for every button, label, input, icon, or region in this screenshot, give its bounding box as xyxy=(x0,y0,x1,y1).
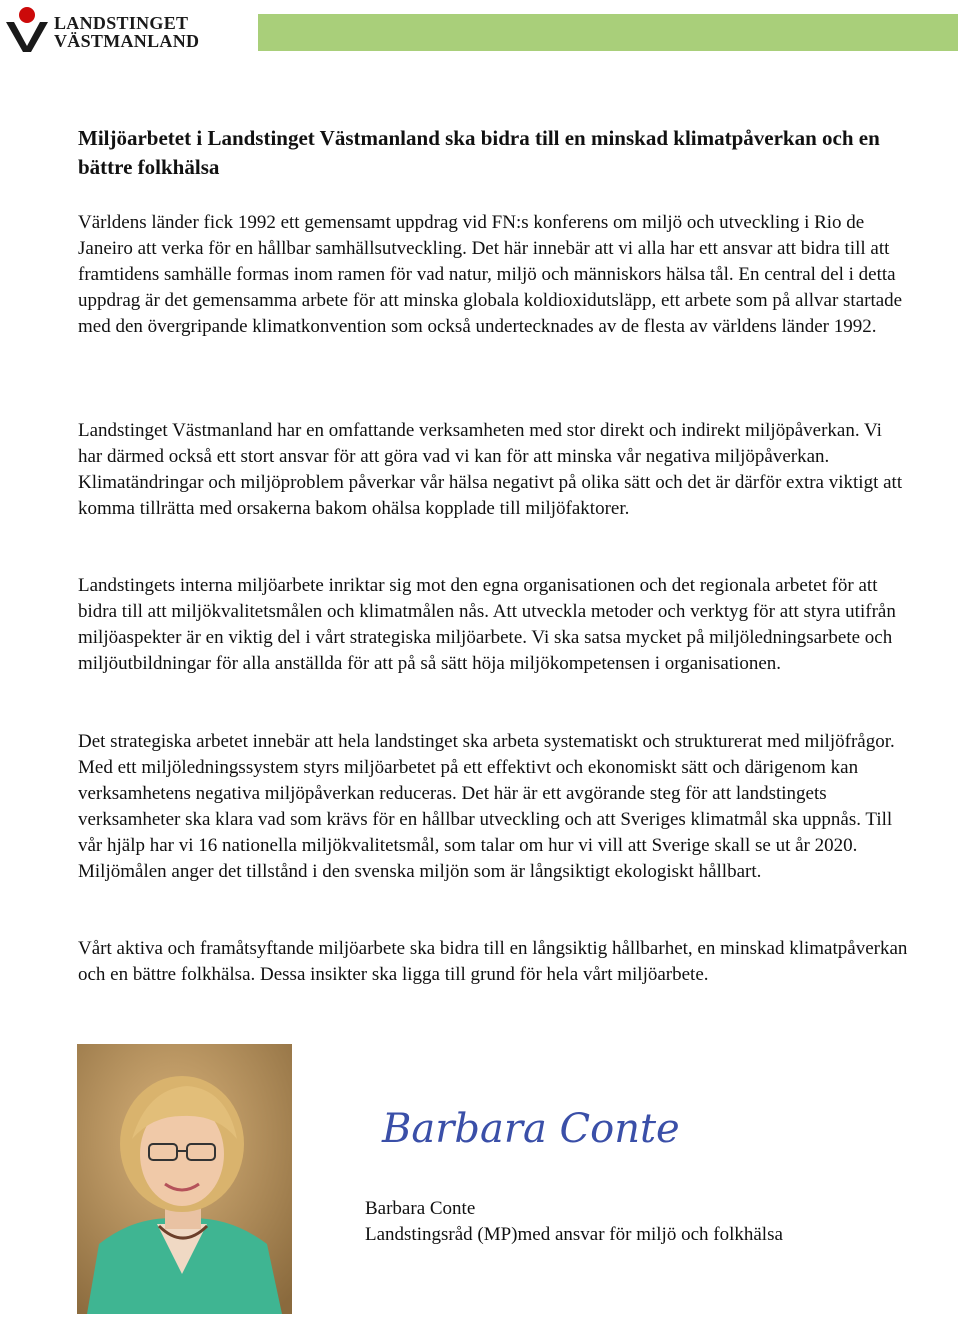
paragraph-5: Vårt aktiva och framåtsyftande miljöarbete ska bidra till en långsiktig hållbarhet, en minskad klimatpåverkan och en bättre folkhälsa. Dessa insikter ska ligga till grund för hela vårt miljöarbete. xyxy=(78,938,908,985)
handwritten-signature xyxy=(378,1100,698,1160)
logo-text-line1: LANDSTINGET xyxy=(54,13,189,33)
signature-text: Barbara Conte xyxy=(382,1106,680,1152)
paragraph-2: Landstinget Västmanland har en omfattande verksamheten med stor direkt och indirekt miljöpåverkan. Vi har därmed också ett stort ansvar för att göra vad vi kan för att minska vår negativa miljöpåverkan. Klimatändringar och miljöproblem påverkar vår hälsa negativt på olika sätt och det är därför extra viktigt att komma tillrätta med orsakerna bakom ohälsa kopplade till miljöfaktorer. xyxy=(78,420,903,519)
logo-emblem-icon xyxy=(4,6,50,54)
signer-role: Landstingsråd (MP)med ansvar för miljö och folkhälsa xyxy=(365,1224,783,1245)
paragraph-3: Landstingets interna miljöarbete inriktar sig mot den egna organisationen och det regionala arbetet för att bidra till att miljökvalitetsmålen och klimatmålen nås. Att utveckla metoder och verktyg för att styra utifrån miljöaspekter är en viktig del i vårt strategiska miljöarbete. Vi ska satsa mycket på miljöledningsarbete och miljöutbildningar för alla anställda för att på så sätt höja miljökompetensen i organisationen. xyxy=(78,575,896,674)
signer-name: Barbara Conte xyxy=(365,1198,476,1219)
paragraph-4: Det strategiska arbetet innebär att hela landstinget ska arbeta systematiskt och strukturerat med miljöfrågor. Med ett miljöledningssystem styrs miljöarbetet på ett effektivt och ekonomiskt sätt och därigenom kan verksamhetens negativa miljöpåverkan reduceras. Det här är ett avgörande steg för att landstingets verksamheter ska klara vad som krävs för en hållbar utveckling och att Sveriges klimatmål ska uppnås. Till vår hjälp har vi 16 nationella miljökvalitetsmål, som talar om hur vi vill att Sverige skall se ut år 2020. Miljömålen anger det tillstånd i den svenska miljön som är långsiktigt ekologiskt hållbart. xyxy=(78,731,895,882)
portrait-photo xyxy=(77,1044,292,1314)
logo xyxy=(4,4,200,54)
document-title: Miljöarbetet i Landstinget Västmanland ska bidra till en minskad klimatpåverkan och en bättre folkhälsa xyxy=(78,126,880,179)
header-bar xyxy=(258,14,958,51)
paragraph-1: Världens länder fick 1992 ett gemensamt uppdrag vid FN:s konferens om miljö och utveckling i Rio de Janeiro att verka för en hållbar samhällsutveckling. Det här innebär att vi alla har ett ansvar att bidra till att framtidens samhälle formas inom ramen för vad natur, miljö och människors hälsa tål. En central del i detta uppdrag är det gemensamma arbete för att minska globala koldioxidutsläpp, ett arbete som på allvar startade med den övergripande klimatkonvention som också undertecknades av de flesta av världens länder 1992. xyxy=(78,212,903,337)
logo-text-line2: VÄSTMANLAND xyxy=(54,31,200,51)
